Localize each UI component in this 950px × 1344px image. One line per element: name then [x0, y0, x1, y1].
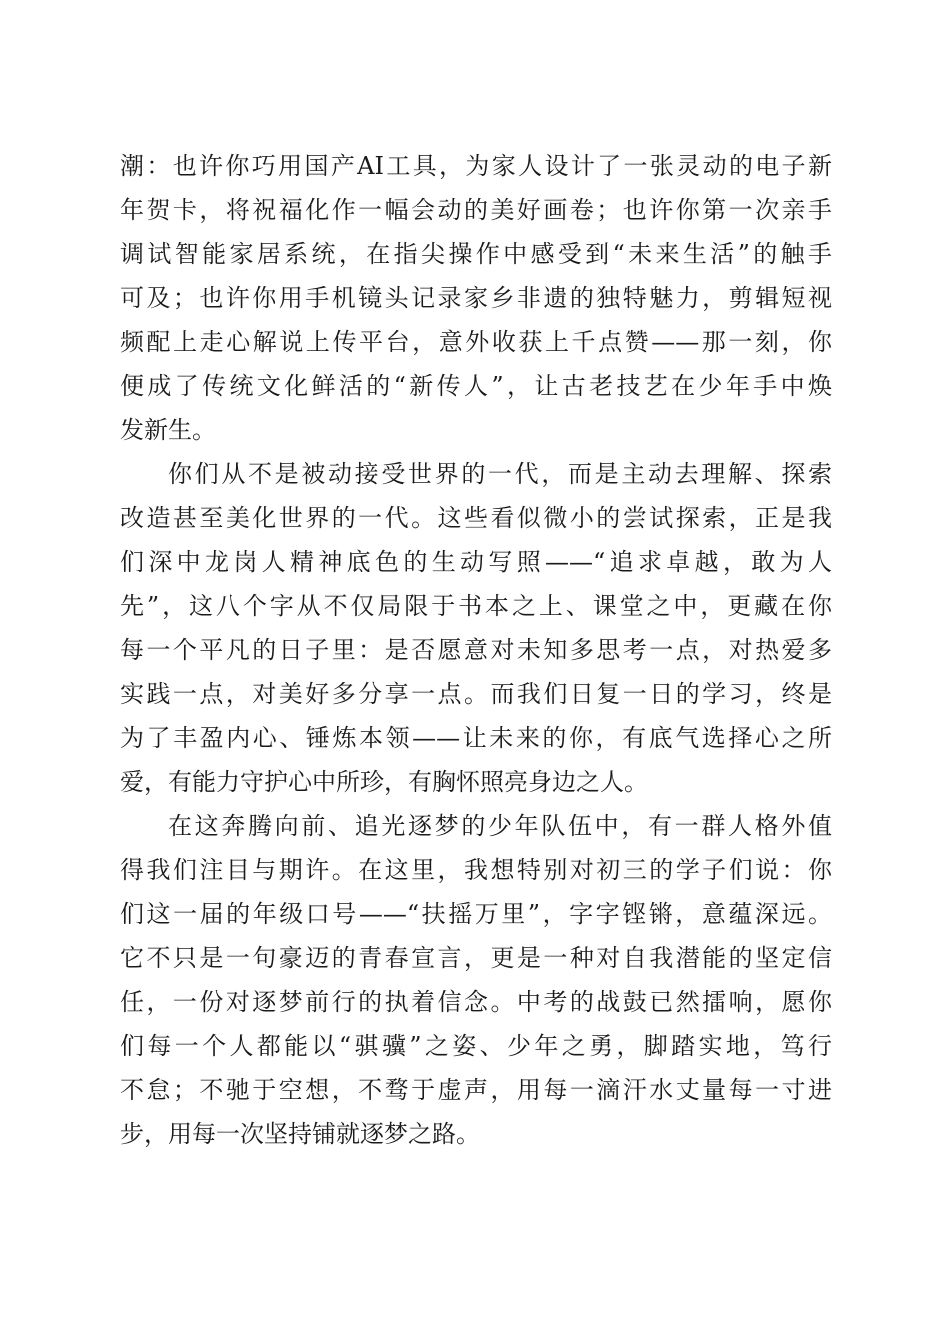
- text-line: 年贺卡，将祝福化作一幅会动的美好画卷；也许你第一次亲手: [120, 196, 832, 224]
- text-line: 们每一个人都能以“骐骥”之姿、少年之勇，脚踏实地，笃行: [120, 1032, 832, 1060]
- paragraph-1: [120, 144, 832, 452]
- text-line: 便成了传统文化鲜活的“新传人”，让古老技艺在少年手中焕: [120, 372, 832, 400]
- text-line: 每一个平凡的日子里：是否愿意对未知多思考一点，对热爱多: [120, 636, 832, 664]
- text-line: 得我们注目与期许。在这里，我想特别对初三的学子们说：你: [120, 856, 832, 884]
- text-line: 你们从不是被动接受世界的一代，而是主动去理解、探索: [168, 460, 832, 488]
- document-body: [120, 144, 832, 1156]
- text-line: 步，用每一次坚持铺就逐梦之路。: [120, 1120, 480, 1148]
- text-line: 发新生。: [120, 416, 216, 444]
- text-line: 不怠；不驰于空想，不骛于虚声，用每一滴汗水丈量每一寸进: [120, 1076, 832, 1104]
- text-line: 为了丰盈内心、锤炼本领——让未来的你，有底气选择心之所: [120, 724, 832, 752]
- paragraph-3: [120, 804, 832, 1156]
- text-line: 爱，有能力守护心中所珍，有胸怀照亮身边之人。: [120, 768, 648, 796]
- text-line: 调试智能家居系统，在指尖操作中感受到“未来生活”的触手: [120, 240, 832, 268]
- text-line: 们深中龙岗人精神底色的生动写照——“追求卓越，敢为人: [120, 548, 832, 576]
- text-line: 先”，这八个字从不仅局限于书本之上、课堂之中，更藏在你: [120, 592, 832, 620]
- text-line: 频配上走心解说上传平台，意外收获上千点赞——那一刻，你: [120, 328, 832, 356]
- text-line: 在这奔腾向前、追光逐梦的少年队伍中，有一群人格外值: [168, 812, 832, 840]
- text-line: 改造甚至美化世界的一代。这些看似微小的尝试探索，正是我: [120, 504, 832, 532]
- text-line: 们这一届的年级口号——“扶摇万里”，字字铿锵，意蕴深远。: [120, 900, 832, 928]
- paragraph-2: [120, 452, 832, 804]
- text-line: 任，一份对逐梦前行的执着信念。中考的战鼓已然擂响，愿你: [120, 988, 832, 1016]
- text-line: 潮：也许你巧用国产AI工具，为家人设计了一张灵动的电子新: [120, 152, 832, 180]
- text-line: 它不只是一句豪迈的青春宣言，更是一种对自我潜能的坚定信: [120, 944, 832, 972]
- text-line: 可及；也许你用手机镜头记录家乡非遗的独特魅力，剪辑短视: [120, 284, 832, 312]
- text-line: 实践一点，对美好多分享一点。而我们日复一日的学习，终是: [120, 680, 832, 708]
